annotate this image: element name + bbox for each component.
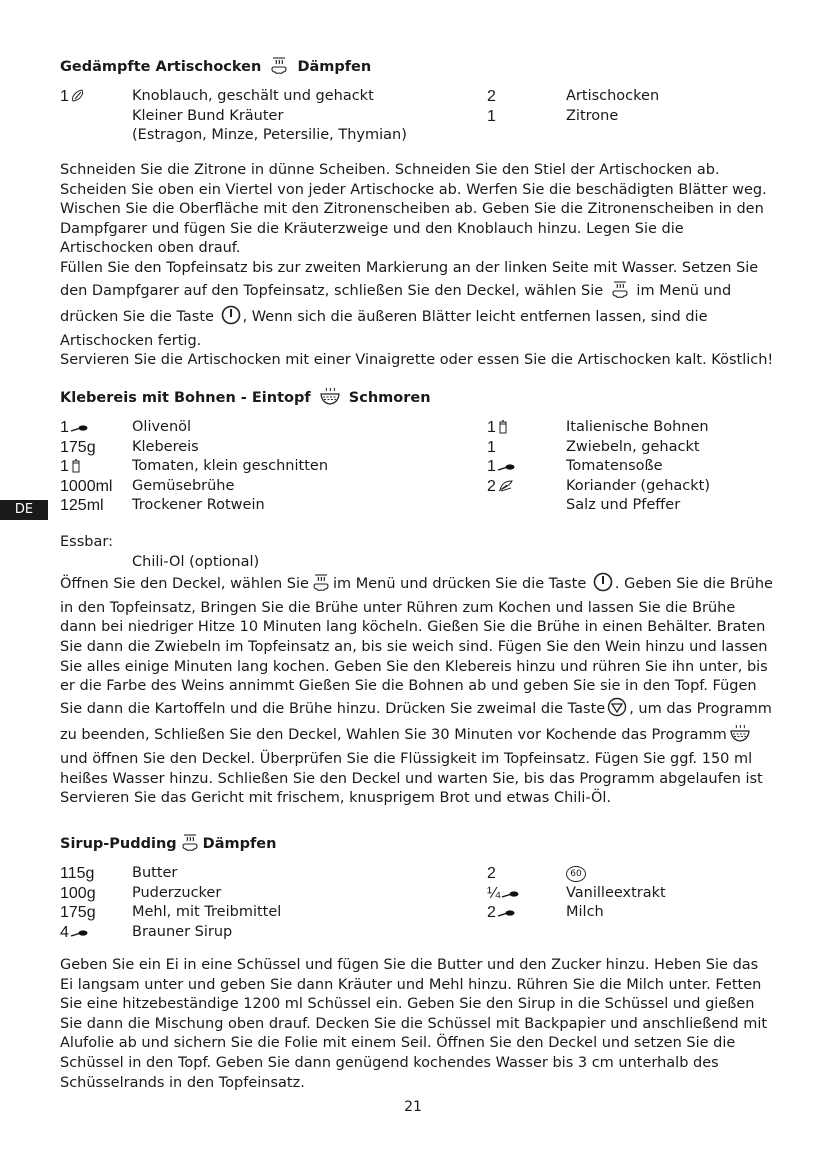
steam-icon [269,55,289,81]
ingredient-row [60,864,480,884]
ingredient-name: Brauner Sirup [132,923,233,940]
ingredient-column-left [60,87,480,146]
recipe-title-text: Sirup-Pudding [60,836,177,852]
recipe-artichoke [60,55,775,371]
ingredient-row [60,884,480,904]
ingredient-quantity: 2 [487,88,496,105]
egg-size-60-icon [566,864,586,884]
ingredient-quantity: 2 [487,904,496,921]
ingredient-name: Zitrone [566,107,619,124]
stew-pot-icon [319,386,341,412]
instruction-text: und öffnen Sie den Deckel. Überprüfen Sie die Flüssigkeit im Topfeinsatz. Fügen Sie ggf. 150 ml heißes Wasser hinzu. Schließen Sie den Deckel und warten Sie, bis das Programm abgelaufen ist Servieren Sie das Gericht mit frischem, knusprigem Brot und etwas Chili-Öl. [60,750,763,807]
ingredient-row [60,496,480,516]
serving-item: Chili-Ol (optional) [132,553,260,570]
ingredient-quantity: 4 [60,923,69,941]
program-name: Schmoren [348,390,431,406]
ingredient-name: Gemüsebrühe [132,477,235,494]
ingredient-quantity: 1 [487,107,496,125]
ingredient-quantity: 1 [60,458,69,475]
program-name: Dämpfen [202,836,277,852]
ingredient-row [487,107,775,127]
recipe-title [60,386,775,412]
ingredient-name: (Estragon, Minze, Petersilie, Thymian) [132,127,407,143]
ingredient-row [487,864,775,884]
ingredient-name: Kleiner Bund Kräuter [132,107,284,124]
can-icon [496,419,509,436]
spoon-icon [69,924,88,941]
page-number: 21 [404,1099,422,1115]
ingredient-name: Butter [132,865,178,881]
ingredient-name: Klebereis [132,438,199,455]
instruction-paragraph: Schneiden Sie die Zitrone in dünne Scheiben. Schneiden Sie den Stiel der Artischocken ab. Scheiden Sie oben ein Viertel von jeder Artischocke ab. Werfen Sie die beschädigten Blätter weg. Wischen Sie die Oberfläche mit den Zitronenscheiben ab. Geben Sie die Zitronenscheiben in den Dampfgarer und fügen Sie die Kräuterzweige und den Knoblauch hinzu. Legen Sie die Artischocken oben drauf. [60,162,767,257]
egg-size-label: 60 [566,866,586,882]
ingredient-name: Zwiebeln, gehackt [566,438,700,455]
ingredient-list [60,864,775,944]
instruction-text: Öffnen Sie den Deckel, wählen Sie [60,576,309,593]
instruction-text: , Wenn sich die äußeren Blätter leicht entfernen lassen, sind die Artischocken fertig. [60,309,708,349]
ingredient-quantity: 2 [487,865,496,882]
instruction-text: . Geben Sie die Brühe in den Topfeinsatz, Bringen Sie die Brühe unter Rühren zum Kochen und lassen Sie die Brühe dann bei niedriger Hitze 10 Minuten lang köcheln. Gießen Sie die Brühe in einen Behälter. Braten Sie dann die Zwiebeln im Topfeinsatz an, bis sie weich sind. Fügen Sie den Wein hinzu und lassen Sie alles einige Minuten lang kochen. Geben Sie den Klebereis hinzu und rühren Sie ihn unter, bis er die Farbe des Weins annimmt Gießen Sie die Bohnen ab und geben Sie sie in den Topf. Fügen Sie dann die Kartoffeln und die Brühe hinzu. Drücken Sie zweimal die Taste [60,576,773,717]
serving-label: Essbar: [60,534,113,550]
ingredient-row [60,438,480,458]
ingredient-row [60,457,480,477]
ingredient-row [487,496,775,516]
ingredient-name: Salz und Pfeffer [566,497,681,513]
steam-icon [180,832,200,858]
ingredient-quantity: 1 [60,88,69,105]
ingredient-quantity: 175g [60,904,96,921]
spoon-icon [496,904,515,921]
power-button-icon [593,572,613,599]
cancel-button-icon [607,697,627,724]
recipe-title-text: Klebereis mit Bohnen - Eintopf [60,390,311,406]
ingredient-quantity: 100g [60,884,96,902]
ingredient-column-right [487,864,775,923]
ingredient-row [487,884,775,904]
garlic-clove-icon [69,88,86,105]
ingredient-name: Italienische Bohnen [566,419,709,435]
spoon-icon [500,885,519,902]
ingredient-row [487,903,775,923]
ingredient-column-left [60,864,480,942]
ingredient-name: Knoblauch, geschält und gehackt [132,88,374,104]
instruction-text: , um das Programm zu beenden, Schließen Sie den Deckel, Wahlen Sie 30 Minuten vor Kochende das Programm [60,700,772,744]
ingredient-name: Tomaten, klein geschnitten [132,458,329,474]
herb-bunch-icon [496,478,515,495]
recipe-syrup-pudding [60,832,775,1093]
ingredient-column-right [487,418,775,516]
language-tab: DE [0,500,48,520]
ingredient-quantity: 1000ml [60,477,113,495]
instruction-text: im Menü und drücken Sie die Taste [332,576,587,593]
instruction-paragraph: Servieren Sie die Artischocken mit einer Vinaigrette oder essen Sie die Artischocken kalt. Köstlich! [60,352,774,369]
steam-icon [610,279,630,306]
ingredient-quantity: 115g [60,865,95,882]
ingredient-name: Koriander (gehackt) [566,477,710,494]
ingredient-quantity: ¼ [487,884,501,902]
ingredient-name: Mehl, mit Treibmittel [132,904,282,920]
program-name: Dämpfen [297,59,372,75]
instruction-paragraph [60,259,775,351]
ingredient-row [487,438,775,458]
steam-icon [311,572,331,599]
ingredient-row [60,87,480,107]
ingredient-name: Vanilleextrakt [566,884,666,901]
ingredient-quantity: 125ml [60,497,104,514]
ingredient-name: Trockener Rotwein [132,497,265,513]
recipe-title [60,832,775,858]
ingredient-quantity: 1 [487,438,496,456]
stew-pot-icon [729,723,751,750]
ingredient-name: Puderzucker [132,884,222,901]
ingredient-row [60,923,480,943]
ingredient-name: Olivenöl [132,419,192,435]
ingredient-row [487,418,775,438]
ingredient-row [487,87,775,107]
ingredient-quantity: 1 [487,419,496,436]
ingredient-list [60,87,775,147]
ingredient-quantity: 1 [60,419,69,436]
power-button-icon [221,305,241,332]
ingredient-row [60,903,480,923]
ingredient-column-right [487,87,775,126]
recipe-title [60,55,775,81]
ingredient-row [487,477,775,497]
recipe-rice-stew [60,386,775,809]
ingredient-quantity: 2 [487,477,496,495]
recipe-title-text: Gedämpfte Artischocken [60,59,262,75]
ingredient-row [60,107,480,127]
ingredient-quantity: 175g [60,438,96,456]
spoon-icon [496,458,515,475]
ingredient-row [487,457,775,477]
ingredient-row [60,477,480,497]
spoon-icon [69,419,88,436]
ingredient-column-left [60,418,480,516]
ingredient-row [60,418,480,438]
ingredient-quantity: 1 [487,458,496,475]
instruction-text: Füllen Sie den Topfeinsatz bis zur zweiten Markierung an der linken Seite mit Wasser. Setzen Sie den Dampfgarer auf den Topfeinsatz, schließen Sie den Deckel, wählen Sie [60,259,759,299]
ingredient-name: Milch [566,904,604,920]
instruction-paragraph: Geben Sie ein Ei in eine Schüssel und fügen Sie die Butter und den Zucker hinzu. Heben Sie das Ei langsam unter und geben Sie dann Kräuter und Mehl hinzu. Rühren Sie die Milch unter. Fetten Sie eine hitzebeständige 1200 ml Schüssel ein. Geben Sie den Sirup in die Schüssel und gießen Sie dann die Mischung oben drauf. Decken Sie die Schüssel mit Backpapier und anschließend mit Alufolie ab und sichern Sie die Folie mit einem Seil. Öffnen Sie den Deckel und setzen Sie die Schüssel in den Topf. Geben Sie dann genügend kochendes Wasser bis 3 cm unterhalb des Schüsselrands in den Topfeinsatz. [60,957,768,1091]
ingredient-name: Artischocken [566,88,660,104]
ingredient-row [60,126,480,146]
instruction-paragraph [60,572,775,809]
can-icon [69,458,82,475]
ingredient-list [60,418,775,516]
ingredient-name: Tomatensoße [566,458,663,474]
instruction-text: im Menü und drücken Sie die Taste [60,282,732,326]
